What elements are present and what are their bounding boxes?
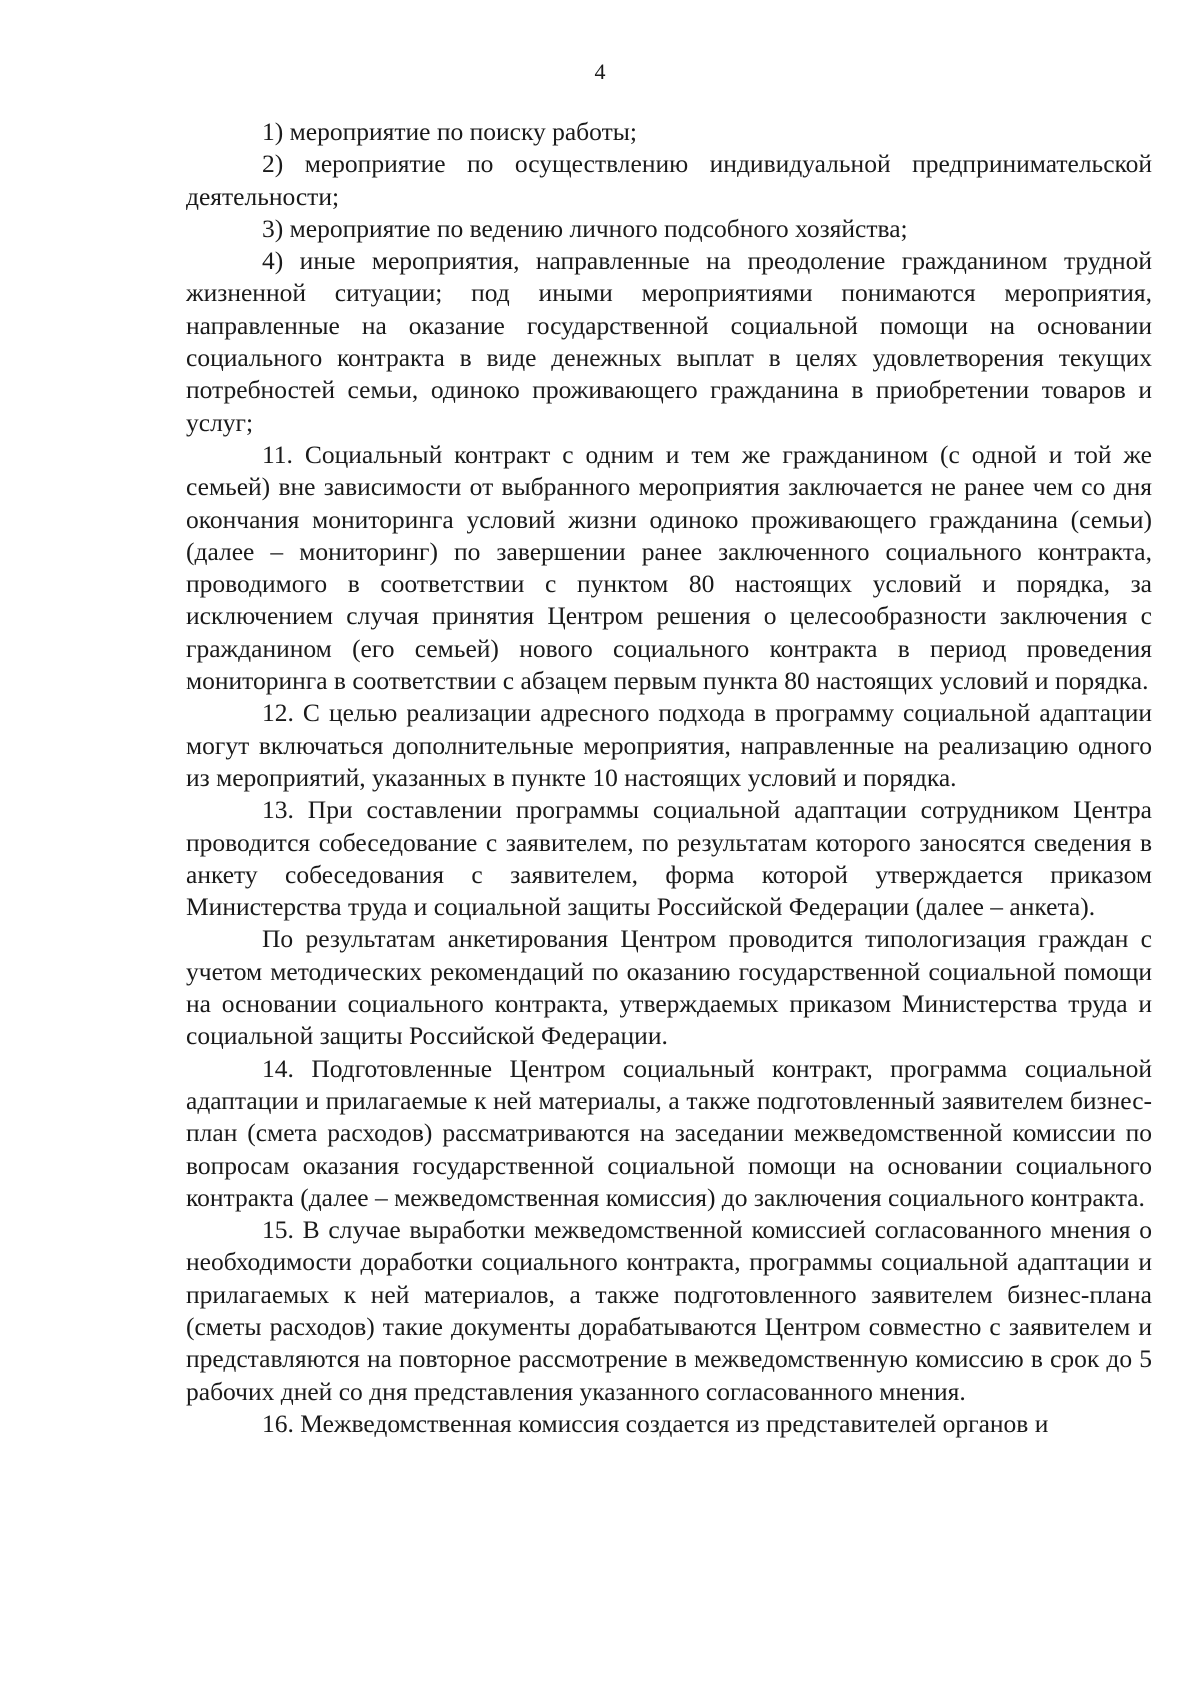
clause-16: 16. Межведомственная комиссия создается из представителей органов и xyxy=(262,1408,1049,1438)
clause-12: 12. С целью реализации адресного подхода в программу социальной адаптации могут включаться дополнительные мероприятия, направленные на реализацию одного из мероприятий, указанных в пункте 10 настоящих условий и порядка. xyxy=(186,698,1152,792)
list-item-job-search: 1) мероприятие по поиску работы; xyxy=(262,117,637,146)
clause-11: 11. Социальный контракт с одним и тем же гражданином (с одной и той же семьей) вне зависимости от выбранного мероприятия заключается не ранее чем со дня окончания мониторинга условий жизни одиноко проживающего гражданина (семьи) (далее – мониторинг) по завершении ранее заключенного социального контракта, проводимого в соответствии с пунктом 80 настоящих условий и порядка, за исключением случая принятия Центром решения о целесообразности заключения с гражданином (его семьей) нового социального контракта в период проведения мониторинга в соответствии с абзацем первым пункта 80 настоящих условий и порядка. xyxy=(186,439,1152,696)
document-body xyxy=(186,116,1152,1440)
page-number: 4 xyxy=(594,59,606,84)
list-item-other-measures: 4) иные мероприятия, направленные на преодоление гражданином трудной жизненной ситуации; под иными мероприятиями понимаются мероприятия, направленные на оказание государственной социальной помощи на основании социального контракта в виде денежных выплат в целях удовлетворения текущих потребностей семьи, одиноко проживающего гражданина в приобретении товаров и услуг; xyxy=(186,246,1152,437)
clause-15: 15. В случае выработки межведомственной комиссией согласованного мнения о необходимости доработки социального контракта, программы социальной адаптации и прилагаемых к ней материалов, а также подготовленного заявителем бизнес-плана (сметы расходов) такие документы дорабатываются Центром совместно с заявителем и представляются на повторное рассмотрение в межведомственную комиссию в срок до 5 рабочих дней со дня представления указанного согласованного мнения. xyxy=(186,1215,1152,1406)
list-item-entrepreneurship: 2) мероприятие по осуществлению индивидуальной предпринимательской деятельности; xyxy=(186,149,1152,211)
clause-13: 13. При составлении программы социальной адаптации сотрудником Центра проводится собеседование с заявителем, по результатам которого заносятся сведения в анкету собеседования с заявителем, форма которой утверждается приказом Министерства труда и социальной защиты Российской Федерации (далее – анкета). xyxy=(186,795,1152,922)
clause-14: 14. Подготовленные Центром социальный контракт, программа социальной адаптации и прилагаемые к ней материалы, а также подготовленный заявителем бизнес-план (смета расходов) рассматриваются на заседании межведомственной комиссии по вопросам оказания государственной социальной помощи на основании социального контракта (далее – межведомственная комиссия) до заключения социального контракта. xyxy=(186,1053,1152,1212)
clause-13-typology: По результатам анкетирования Центром проводится типологизация граждан с учетом методических рекомендаций по оказанию государственной социальной помощи на основании социального контракта, утверждаемых приказом Министерства труда и социальной защиты Российской Федерации. xyxy=(186,924,1152,1051)
list-item-subsidiary-farming: 3) мероприятие по ведению личного подсобного хозяйства; xyxy=(262,213,908,243)
